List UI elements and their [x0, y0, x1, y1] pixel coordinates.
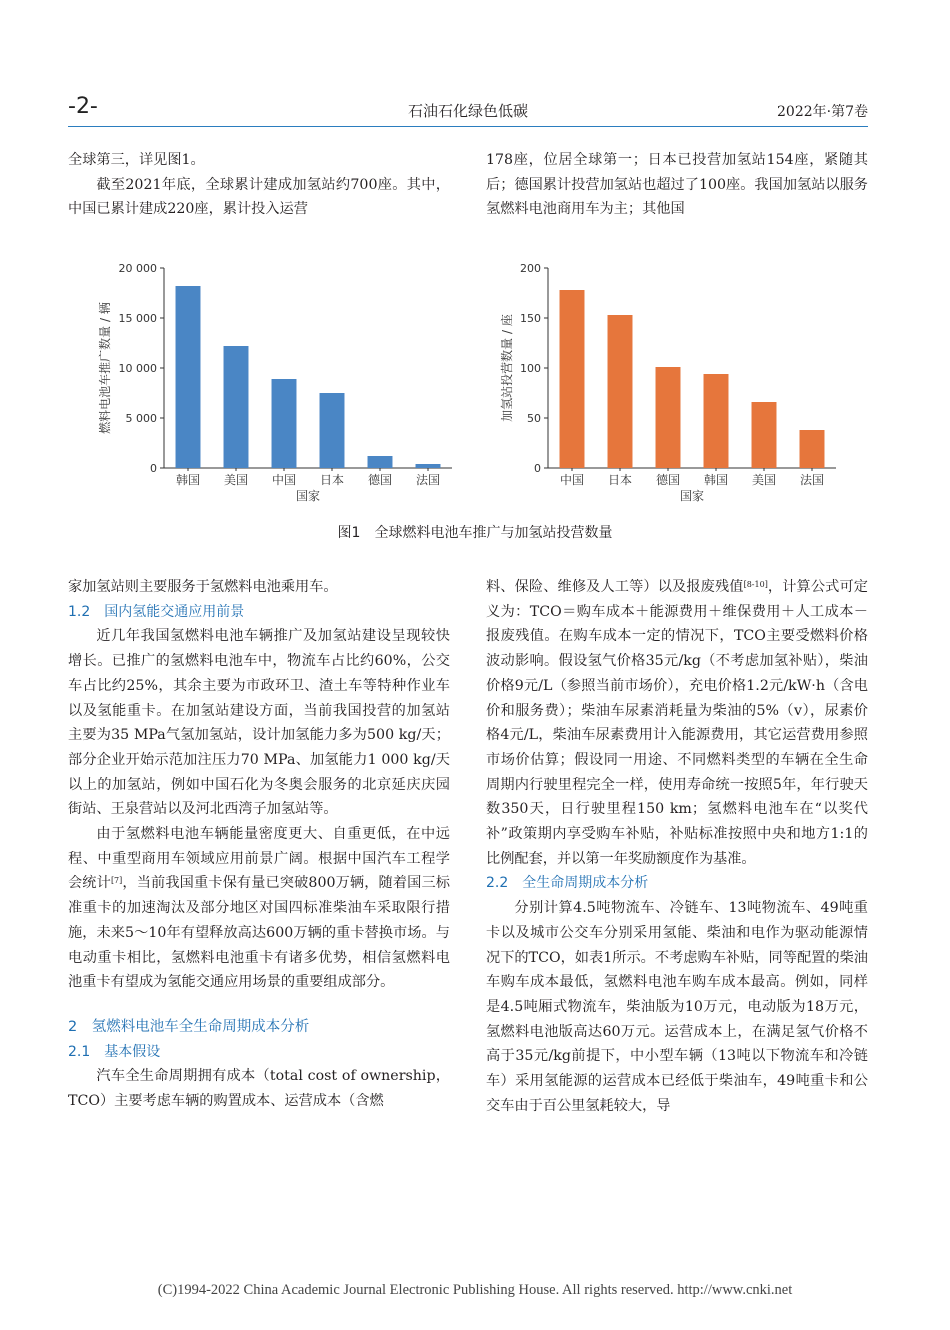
bar-station: [752, 402, 777, 468]
header-rule: [68, 126, 868, 127]
body-right-column: [486, 575, 868, 1118]
bar-vehicle: [224, 346, 249, 468]
y-tick-label: 0: [534, 462, 541, 475]
x-tick-label: 韩国: [175, 473, 201, 487]
text-span: ，计算公式可定义为：TCO＝购车成本＋能源费用＋维保费用＋人工成本－报废残值。在购车成本一定的情况下，TCO主要受燃料价格波动影响。假设氢气价格35元/kg（不考虑加氢补贴），柴油价格9元/L（参照当前市场价），充电价格1.2元/kW·h（含电价和服务费）；柴油车尿素消耗量为柴油的5%（v），尿素价格4元/L，柴油车尿素费用计入能源费用，其它运营费用参照市场价估算；假设同一用途、不同燃料类型的车辆在全生命周期内行驶里程完全一样，使用寿命统一按照5年，年行驶天数350天，日行驶里程150 km；氢燃料电池车在“以奖代补”政策期内享受购车补贴，补贴标准按照中央和地方1:1的比例配套，并以第一年奖励额度作为基准。: [486, 579, 868, 867]
x-tick-label: 德国: [655, 473, 681, 487]
subsection-heading: 2.2 全生命周期成本分析: [486, 875, 649, 892]
x-axis-label: 国家: [295, 489, 321, 503]
y-axis-label: 燃料电池车推广数量 / 辆: [98, 302, 112, 434]
paragraph: 178座，位居全球第一；日本已投营加氢站154座，紧随其后；德国累计投营加氢站也超过了100座。我国加氢站以服务氢燃料电池商用车为主；其他国: [486, 152, 868, 218]
y-tick-label: 100: [520, 362, 541, 375]
bar-vehicle: [320, 393, 345, 468]
bar-station: [608, 315, 633, 468]
citation-ref: [7]: [110, 876, 123, 886]
x-tick-label: 日本: [319, 473, 345, 487]
paragraph: 汽车全生命周期拥有成本（total cost of ownership，TCO）主要考虑车辆的购置成本、运营成本（含燃: [68, 1068, 450, 1110]
figure-caption: 图1 全球燃料电池车推广与加氢站投营数量: [337, 525, 613, 541]
paragraph: 截至2021年底，全球累计建成加氢站约700座。其中，中国已累计建成220座，累计投入运营: [68, 176, 450, 218]
x-tick-label: 中国: [271, 473, 297, 487]
bar-vehicle: [368, 456, 393, 468]
y-tick-label: 15 000: [118, 312, 157, 325]
bar-vehicle: [176, 286, 201, 468]
x-tick-label: 法国: [415, 473, 441, 487]
top-right-column: [486, 148, 868, 222]
paragraph: 近几年我国氢燃料电池车辆推广及加氢站建设呈现较快增长。已推广的氢燃料电池车中，物流车占比约60%，公交车占比约25%，其余主要为市政环卫、渣土车等特种作业车以及氢能重卡。在加氢站建设方面，当前我国投营的加氢站主要为35 MPa气氢加氢站，设计加氢能力多为500 kg/天；部分企业开始示范加注压力70 MPa、加氢能力1 000 kg/天以上的加氢站，例如中国石化为冬奥会服务的北京延庆庆园街站、王泉营站以及河北西湾子加氢站等。: [68, 628, 450, 818]
bar-station: [560, 290, 585, 468]
y-tick-label: 200: [520, 262, 541, 275]
x-tick-label: 中国: [559, 473, 585, 487]
x-tick-label: 韩国: [703, 473, 729, 487]
paragraph: 家加氢站则主要服务于氢燃料电池乘用车。: [68, 579, 338, 595]
y-tick-label: 20 000: [118, 262, 157, 275]
section-heading: 2 氢燃料电池车全生命周期成本分析: [68, 1018, 310, 1035]
y-axis-label: 加氢站投营数量 / 座: [500, 314, 514, 422]
copyright-footer: (C)1994-2022 China Academic Journal Electronic Publishing House. All rights reserved. http://www.cnki.net: [157, 1282, 793, 1298]
bar-station: [656, 367, 681, 468]
x-tick-label: 日本: [607, 473, 633, 487]
y-tick-label: 0: [150, 462, 157, 475]
section-heading: 1.2 国内氢能交通应用前景: [68, 603, 245, 620]
y-tick-label: 150: [520, 312, 541, 325]
bar-vehicle: [416, 464, 441, 468]
x-tick-label: 美国: [751, 473, 777, 487]
bar-station: [800, 430, 825, 468]
text-span: ，当前我国重卡保有量已突破800万辆，随着国三标准重卡的加速淘汰及部分地区对国四标准柴油车采取限行措施，未来5～10年有望释放高达600万辆的重卡替换市场。与电动重卡相比，氢燃料电池重卡有诸多优势，相信氢燃料电池重卡有望成为氢能交通应用场景的重要组成部分。: [68, 875, 450, 991]
y-tick-label: 10 000: [118, 362, 157, 375]
text-span: 由于氢燃料电池车辆能量密度更大、自重更低，在中远程、中重型商用车领域应用前景广阔。根据中国汽车工程学会统计: [68, 826, 450, 892]
paragraph: [68, 822, 450, 995]
journal-title: 石油石化绿色低碳: [407, 102, 528, 120]
x-axis-label: 国家: [679, 489, 705, 503]
text-span: 料、保险、维修及人工等）以及报废残值: [486, 579, 744, 595]
page-header: [68, 94, 868, 124]
y-tick-label: 5 000: [125, 412, 157, 425]
paragraph: 分别计算4.5吨物流车、冷链车、13吨物流车、49吨重卡以及城市公交车分别采用氢能、柴油和电作为驱动能源情况下的TCO，如表1所示。不考虑购车补贴，同等配置的柴油车购车成本最低，氢燃料电池车购车成本最高。例如，同样是4.5吨厢式物流车，柴油版为10万元，电动版为18万元，氢燃料电池版高达60万元。运营成本上，在满足氢气价格不高于35元/kg前提下，中小型车辆（13吨以下物流车和冷链车）采用氢能源的运营成本已经低于柴油车，49吨重卡和公交车由于百公里氢耗较大，导: [486, 900, 868, 1114]
x-tick-label: 法国: [799, 473, 825, 487]
citation-ref: [8-10]: [743, 580, 768, 589]
paragraph: 全球第三，详见图1。: [68, 152, 205, 168]
figure-1-charts: [0, 250, 950, 515]
x-tick-label: 美国: [223, 473, 249, 487]
issue-label: 2022年·第7卷: [777, 104, 868, 120]
paragraph: [486, 575, 868, 871]
bar-vehicle: [272, 379, 297, 468]
spacer: [68, 995, 450, 1015]
body-left-column: [68, 575, 450, 1114]
top-left-column: [68, 148, 450, 222]
subsection-heading: 2.1 基本假设: [68, 1043, 161, 1060]
y-tick-label: 50: [527, 412, 541, 425]
bar-station: [704, 374, 729, 468]
page-number: -2-: [68, 94, 98, 119]
x-tick-label: 德国: [367, 473, 393, 487]
